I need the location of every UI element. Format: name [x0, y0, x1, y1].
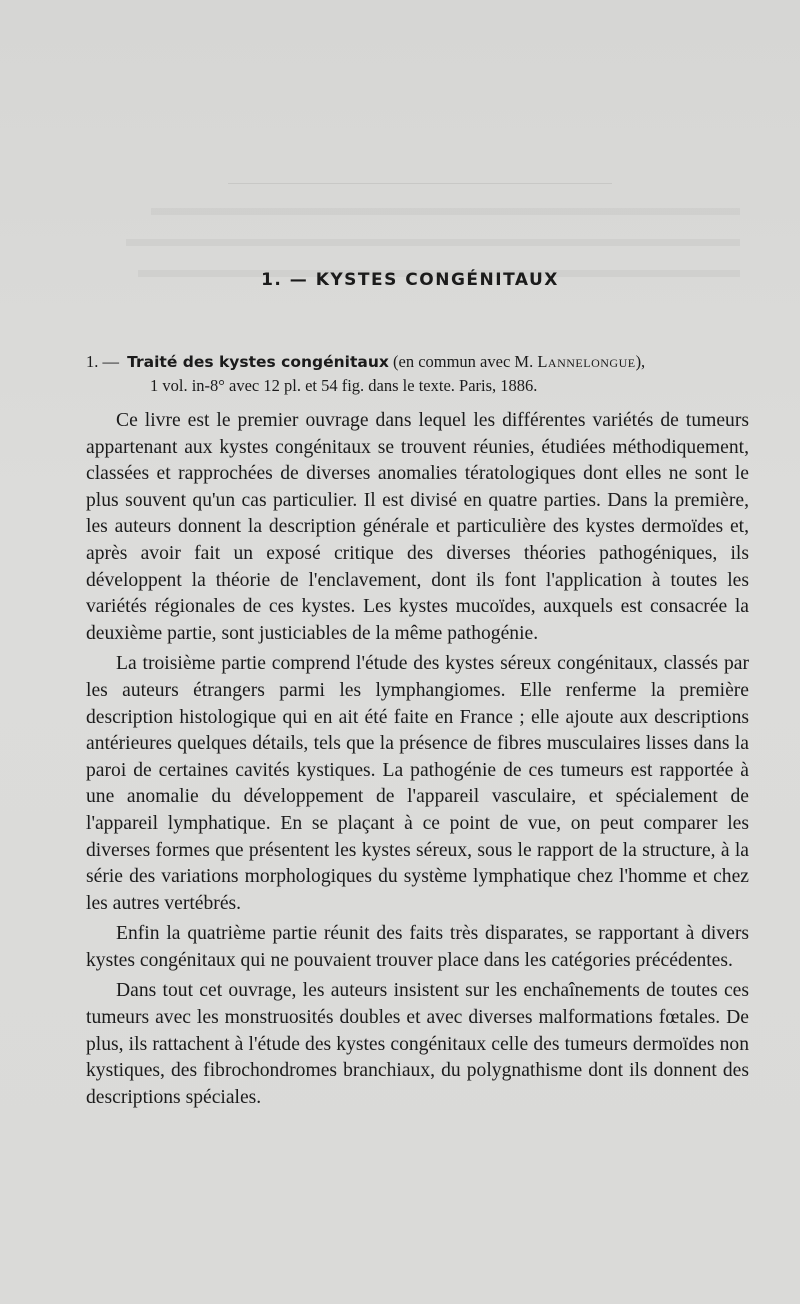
- entry-details: 1 vol. in-8° avec 12 pl. et 54 fig. dans le texte. Paris, 1886.: [150, 376, 538, 395]
- paragraph: La troisième partie comprend l'étude des kystes séreux congénitaux, classés par les auteurs étrangers parmi les lymphangiomes. Elle renferme la première description histologique qui en ait été faite en France ; elle ajoute aux descriptions antérieures quelques détails, tels que la présence de fibres musculaires lisses dans la paroi de certaines cavités kystiques. La pathogénie de ces tumeurs est rapportée à une anomalie du développement de l'appareil vasculaire, et spécialement de l'appareil lymphatique. En se plaçant à ce point de vue, on peut comparer les diverses formes que présentent les kystes séreux, sous le rapport de la structure, à la série des variations morphologiques du système lymphatique chez l'homme et chez les autres vertébrés.: [86, 653, 749, 914]
- entry-title: Traité des kystes congénitaux: [127, 353, 389, 371]
- coauthor-prefix: (en commun avec M.: [393, 352, 534, 371]
- entry-number: 1. —: [86, 352, 119, 371]
- paragraph: Ce livre est le premier ouvrage dans lequel les différentes variétés de tumeurs appartenant aux kystes congénitaux se trouvent réunies, étudiées méthodiquement, classées et rapprochées de diverses anomalies tératologiques dont elles ne sont le plus souvent qu'un cas particulier. Il est divisé en quatre parties. Dans la première, les auteurs donnent la description générale et particulière des kystes dermoïdes et, après avoir fait un exposé critique des diverses théories pathogéniques, ils développent la théorie de l'enclavement, dont ils font l'application à toutes les variétés régionales de ces kystes. Les kystes mucoïdes, auxquels est consacrée la deuxième partie, sont justiciables de la même pathogénie.: [86, 410, 749, 644]
- section-heading: 1. — KYSTES CONGÉNITAUX: [261, 270, 559, 290]
- paragraph: Enfin la quatrième partie réunit des faits très disparates, se rapportant à divers kystes congénitaux qui ne pouvaient trouver place dans les catégories précédentes.: [86, 923, 749, 971]
- coauthor-name: Lannelongue: [537, 352, 636, 371]
- paragraph: Dans tout cet ouvrage, les auteurs insistent sur les enchaînements de toutes ces tumeurs avec les monstruosités doubles et avec diverses malformations fœtales. De plus, ils rattachent à l'étude des kystes congénitaux celle des tumeurs dermoïdes non kystiques, des fibrochondromes branchiaux, du polygnathisme dont ils donnent des descriptions spéciales.: [86, 980, 749, 1108]
- coauthor-suffix: ),: [635, 352, 646, 371]
- body-text: [86, 408, 749, 1111]
- bibliographic-entry: [86, 350, 766, 398]
